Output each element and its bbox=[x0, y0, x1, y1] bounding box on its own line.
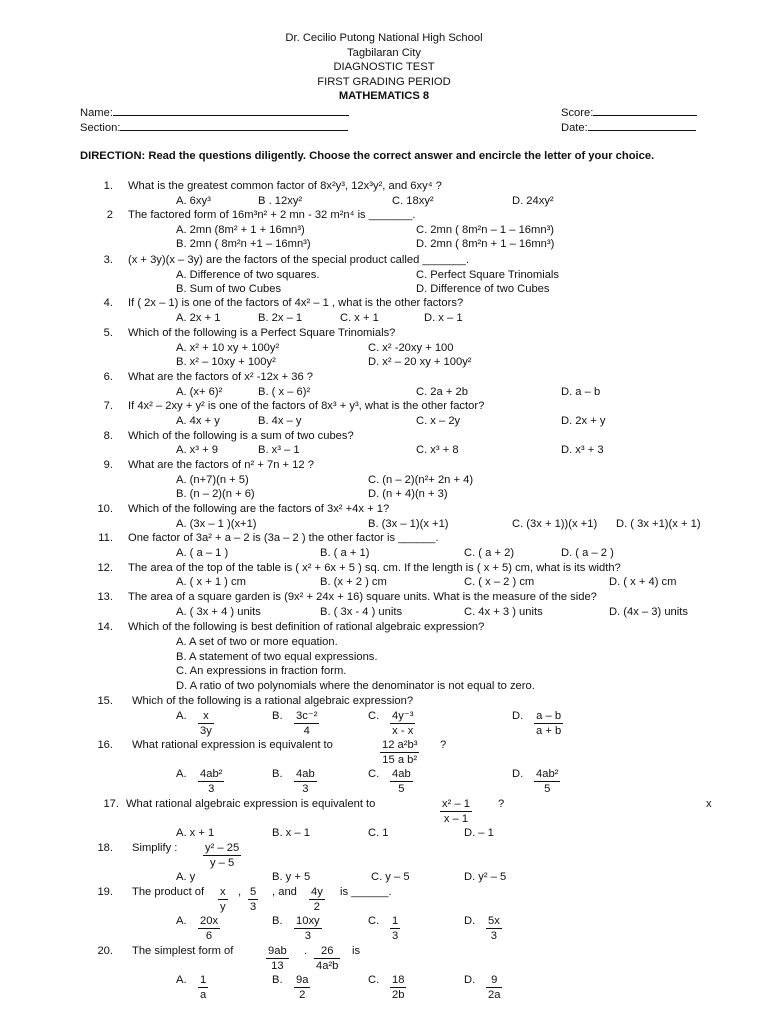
answer-choice[interactable]: A. 2x + 1 bbox=[176, 312, 221, 324]
answer-choice[interactable]: B. 4x – y bbox=[258, 415, 302, 427]
answer-choice[interactable]: D. a – b bbox=[561, 386, 601, 398]
question-stem: What are the factors of x² -12x + 36 ? bbox=[128, 371, 313, 383]
date-blank[interactable] bbox=[588, 120, 696, 131]
question-number: 12. bbox=[97, 562, 113, 574]
question-stem: The area of the top of the table is ( x² + 6x + 5 ) sq. cm. If the length is ( x + 5) cm, what is its width? bbox=[128, 562, 621, 574]
denominator: y – 5 bbox=[209, 857, 235, 870]
question-mark: ? bbox=[498, 798, 505, 810]
numerator: a – b bbox=[534, 709, 563, 724]
answer-choice[interactable]: A. (n+7)(n + 5) bbox=[176, 474, 249, 486]
answer-choice[interactable]: A. (x+ 6)² bbox=[176, 386, 223, 398]
answer-letter[interactable]: C. bbox=[368, 768, 380, 780]
denominator: x - x bbox=[392, 725, 414, 738]
answer-choice[interactable]: C. 4x + 3 ) units bbox=[464, 606, 543, 618]
answer-letter[interactable]: A. bbox=[176, 710, 187, 722]
answer-choice[interactable]: A. ( a – 1 ) bbox=[176, 547, 229, 559]
question-number: 20. bbox=[97, 945, 113, 957]
answer-letter[interactable]: D. bbox=[464, 915, 476, 927]
question-stem: The simplest form of bbox=[132, 945, 234, 957]
denominator: 13 bbox=[271, 960, 284, 973]
answer-choice[interactable]: D. – 1 bbox=[464, 827, 494, 839]
numerator: 1 bbox=[390, 914, 400, 929]
answer-choice[interactable]: B. (3x – 1)(x +1) bbox=[368, 518, 449, 530]
numerator: 4y bbox=[309, 885, 325, 900]
answer-choice[interactable]: C. 2mn ( 8m²n – 1 – 16mn³) bbox=[416, 224, 555, 236]
answer-choice[interactable]: D. ( x + 4) cm bbox=[609, 576, 677, 588]
question-fraction bbox=[203, 841, 241, 871]
document-header bbox=[0, 31, 768, 104]
answer-choice[interactable]: B. (x + 2 ) cm bbox=[320, 576, 387, 588]
question-number: 10. bbox=[97, 503, 113, 515]
answer-letter[interactable]: A. bbox=[176, 974, 187, 986]
question-number: 6. bbox=[103, 371, 113, 383]
answer-choice[interactable]: C. Perfect Square Trinomials bbox=[416, 269, 560, 281]
section-field bbox=[80, 120, 348, 135]
answer-letter[interactable]: D. bbox=[464, 974, 476, 986]
question-number: 13. bbox=[97, 591, 113, 603]
answer-choice[interactable]: A. y bbox=[176, 871, 196, 883]
answer-letter[interactable]: C. bbox=[368, 915, 380, 927]
answer-letter[interactable]: B. bbox=[272, 915, 283, 927]
answer-choice[interactable]: C. x + 1 bbox=[340, 312, 379, 324]
question-number: 2 bbox=[106, 209, 113, 221]
question-fraction bbox=[380, 738, 419, 768]
answer-choice[interactable]: D. ( 3x +1)(x + 1) bbox=[616, 518, 701, 530]
answer-choice[interactable]: C. 2a + 2b bbox=[416, 386, 468, 398]
separator: , bbox=[238, 886, 242, 898]
answer-letter[interactable]: B. bbox=[272, 974, 283, 986]
answer-choice[interactable]: A. 2mn (8m² + 1 + 16mn³) bbox=[176, 224, 305, 236]
answer-letter[interactable]: D. bbox=[512, 768, 524, 780]
question-stem-tail: is ______. bbox=[340, 886, 392, 898]
answer-choice[interactable]: B. ( x – 6)² bbox=[258, 386, 311, 398]
answer-choice[interactable]: D. Difference of two Cubes bbox=[416, 283, 550, 295]
answer-choice[interactable]: B. x² – 10xy + 100y² bbox=[176, 356, 276, 368]
answer-choice[interactable]: B. x – 1 bbox=[272, 827, 310, 839]
question-stem: (x + 3y)(x – 3y) are the factors of the special product called _______. bbox=[128, 254, 470, 266]
answer-choice[interactable]: A. 4x + y bbox=[176, 415, 220, 427]
numerator: y² – 25 bbox=[203, 841, 241, 856]
name-blank[interactable] bbox=[113, 105, 349, 116]
question-number: 18. bbox=[97, 842, 113, 854]
numerator: x bbox=[218, 885, 228, 900]
numerator: 4ab² bbox=[198, 767, 224, 782]
answer-choice[interactable]: C. x³ + 8 bbox=[416, 444, 459, 456]
test-title: DIAGNOSTIC TEST bbox=[333, 61, 435, 74]
question-fraction bbox=[314, 944, 340, 974]
answer-choice[interactable]: C. (3x + 1))(x +1) bbox=[512, 518, 598, 530]
answer-fraction bbox=[486, 973, 502, 1003]
answer-choice[interactable]: B. 2mn ( 8m²n +1 – 16mn³) bbox=[176, 238, 311, 250]
answer-choice[interactable]: B. 2x – 1 bbox=[258, 312, 303, 324]
section-blank[interactable] bbox=[120, 120, 348, 131]
denominator: y bbox=[220, 901, 226, 914]
score-field bbox=[561, 105, 697, 120]
denominator: 6 bbox=[205, 930, 213, 943]
question-stem: The area of a square garden is (9x² + 24x + 16) square units. What is the measure of the side? bbox=[128, 591, 597, 603]
directions-text: DIRECTION: Read the questions diligently. Choose the correct answer and encircle the letter of your choice. bbox=[80, 150, 655, 162]
answer-choice[interactable]: D. 2mn ( 8m²n + 1 – 16mn³) bbox=[416, 238, 555, 250]
denominator: 3 bbox=[208, 783, 215, 796]
numerator: 10xy bbox=[294, 914, 322, 929]
denominator: 2 bbox=[313, 901, 321, 914]
question-stem: What rational expression is equivalent to bbox=[132, 739, 333, 751]
question-stem: What rational algebraic expression is equivalent to bbox=[126, 798, 376, 810]
score-blank[interactable] bbox=[593, 105, 697, 116]
answer-choice[interactable]: D. A ratio of two polynomials where the denominator is not equal to zero. bbox=[176, 680, 535, 692]
question-stem: Which of the following is a sum of two cubes? bbox=[128, 430, 354, 442]
question-number: 1. bbox=[103, 180, 113, 192]
answer-fraction bbox=[198, 767, 224, 797]
answer-choice[interactable]: D. 24xy² bbox=[512, 195, 554, 207]
score-label: Score: bbox=[561, 107, 594, 119]
answer-choice[interactable]: B. ( 3x - 4 ) units bbox=[320, 606, 403, 618]
numerator: 9ab bbox=[266, 944, 289, 959]
denominator: 3 bbox=[490, 930, 498, 943]
answer-choice[interactable]: A. Difference of two squares. bbox=[176, 269, 320, 281]
question-stem: Simplify : bbox=[132, 842, 178, 854]
grading-period: FIRST GRADING PERIOD bbox=[317, 75, 451, 88]
numerator: 26 bbox=[314, 944, 340, 959]
numerator: 5 bbox=[248, 885, 258, 900]
question-number: 8. bbox=[103, 430, 113, 442]
subject-title: MATHEMATICS 8 bbox=[338, 90, 430, 103]
denominator: 2b bbox=[392, 989, 405, 1002]
answer-choice[interactable]: B. Sum of two Cubes bbox=[176, 283, 282, 295]
question-number: 7. bbox=[103, 400, 113, 412]
answer-fraction bbox=[534, 709, 563, 739]
answer-letter[interactable]: A. bbox=[176, 915, 187, 927]
numerator: 18 bbox=[390, 973, 406, 988]
numerator: 9a bbox=[294, 973, 310, 988]
answer-fraction bbox=[390, 709, 415, 739]
denominator: x – 1 bbox=[443, 813, 469, 826]
answer-letter[interactable]: C. bbox=[368, 710, 380, 722]
answer-choice[interactable]: D. ( a – 2 ) bbox=[561, 547, 614, 559]
denominator: 3 bbox=[392, 930, 399, 943]
numerator: x bbox=[198, 709, 214, 724]
date-label: Date: bbox=[561, 122, 588, 134]
question-number: 9. bbox=[103, 459, 113, 471]
answer-choice[interactable]: C. x – 2y bbox=[416, 415, 461, 427]
answer-fraction bbox=[198, 914, 220, 944]
answer-choice[interactable]: C. ( x – 2 ) cm bbox=[464, 576, 535, 588]
answer-fraction bbox=[198, 709, 214, 739]
question-number: 16. bbox=[97, 739, 113, 751]
denominator: a + b bbox=[536, 725, 562, 738]
answer-choice[interactable]: B. x³ – 1 bbox=[258, 444, 300, 456]
numerator: 5x bbox=[486, 914, 502, 929]
numerator: 4ab bbox=[294, 767, 317, 782]
date-field bbox=[561, 120, 696, 135]
denominator: 3 bbox=[304, 930, 311, 943]
answer-choice[interactable]: D. (4x – 3) units bbox=[609, 606, 688, 618]
answer-fraction bbox=[294, 767, 317, 797]
denominator: a bbox=[200, 989, 207, 1002]
question-number: 3. bbox=[103, 254, 113, 266]
answer-choice[interactable]: D. (n + 4)(n + 3) bbox=[368, 488, 448, 500]
denominator: 2a bbox=[488, 989, 501, 1002]
answer-choice[interactable]: D. x – 1 bbox=[424, 312, 463, 324]
denominator: 2 bbox=[299, 989, 306, 1002]
answer-choice[interactable]: A. (3x – 1 )(x+1) bbox=[176, 518, 257, 530]
answer-fraction bbox=[390, 914, 400, 944]
question-stem: Which of the following is a rational algebraic expression? bbox=[132, 695, 414, 707]
question-number: 11. bbox=[98, 532, 113, 544]
question-number: 14. bbox=[97, 621, 113, 633]
answer-fraction bbox=[534, 767, 560, 797]
numerator: 9 bbox=[486, 973, 502, 988]
answer-letter[interactable]: D. bbox=[512, 710, 524, 722]
answer-choice[interactable]: B . 12xy² bbox=[258, 195, 303, 207]
answer-fraction bbox=[294, 914, 322, 944]
school-name: Dr. Cecilio Putong National High School bbox=[285, 32, 483, 44]
answer-choice[interactable]: C. x² -20xy + 100 bbox=[368, 342, 454, 354]
denominator: 15 a b² bbox=[382, 754, 418, 767]
section-label: Section: bbox=[80, 122, 121, 134]
answer-choice[interactable]: B. y + 5 bbox=[272, 871, 311, 883]
question-stem-tail: is bbox=[352, 945, 361, 957]
answer-choice[interactable]: D. x² – 20 xy + 100y² bbox=[368, 356, 472, 368]
numerator: 20x bbox=[198, 914, 220, 929]
numerator: 4ab² bbox=[534, 767, 560, 782]
numerator: x² – 1 bbox=[440, 797, 472, 812]
numerator: 4ab bbox=[390, 767, 413, 782]
question-stem: The factored form of 16m³n² + 2 mn - 32 m²n⁴ is _______. bbox=[128, 209, 416, 221]
question-fraction bbox=[309, 885, 325, 915]
answer-choice[interactable]: C. (n – 2)(n²+ 2n + 4) bbox=[368, 474, 474, 486]
answer-choice[interactable]: D. 2x + y bbox=[561, 415, 606, 427]
answer-choice[interactable]: B. ( a + 1) bbox=[320, 547, 370, 559]
denominator: 4 bbox=[303, 725, 310, 738]
numerator: 3c⁻² bbox=[294, 709, 319, 724]
answer-fraction bbox=[198, 973, 208, 1003]
answer-fraction bbox=[294, 973, 310, 1003]
question-fraction bbox=[266, 944, 289, 974]
denominator: 3 bbox=[250, 901, 257, 914]
name-label: Name: bbox=[80, 107, 113, 119]
city-name: Tagbilaran City bbox=[347, 46, 421, 59]
name-field bbox=[80, 105, 349, 120]
answer-choice[interactable]: B. (n – 2)(n + 6) bbox=[176, 488, 255, 500]
question-stem: What is the greatest common factor of 8x²y³, 12x³y², and 6xy⁴ ? bbox=[128, 180, 442, 192]
answer-choice[interactable]: A. x³ + 9 bbox=[176, 444, 218, 456]
question-stem: If 4x² – 2xy + y² is one of the factors of 8x³ + y³, what is the other factor? bbox=[128, 400, 485, 412]
answer-choice[interactable]: C. An expressions in fraction form. bbox=[176, 665, 347, 677]
question-fraction bbox=[248, 885, 258, 915]
numerator: 4y⁻³ bbox=[390, 709, 415, 724]
question-number: 4. bbox=[103, 297, 113, 309]
answer-choice[interactable]: A. ( x + 1 ) cm bbox=[176, 576, 246, 588]
answer-choice[interactable]: D. y² – 5 bbox=[464, 871, 507, 883]
answer-fraction bbox=[390, 767, 413, 797]
numerator: 12 a²b³ bbox=[380, 738, 419, 753]
answer-choice[interactable]: A. ( 3x + 4 ) units bbox=[176, 606, 261, 618]
answer-letter[interactable]: B. bbox=[272, 710, 283, 722]
answer-choice[interactable]: C. 1 bbox=[368, 827, 389, 839]
question-number: 15. bbox=[97, 695, 113, 707]
answer-fraction bbox=[390, 973, 406, 1003]
denominator: 3y bbox=[200, 725, 212, 738]
question-number: 17. bbox=[103, 798, 119, 810]
answer-fraction bbox=[486, 914, 502, 944]
question-stem: Which of the following is best definition of rational algebraic expression? bbox=[128, 621, 485, 633]
question-stem: Which of the following is a Perfect Square Trinomials? bbox=[128, 327, 396, 339]
question-stem: The product of bbox=[132, 886, 205, 898]
denominator: 4a²b bbox=[316, 960, 339, 973]
question-stem: What are the factors of n² + 7n + 12 ? bbox=[128, 459, 314, 471]
answer-choice[interactable]: A. 6xy³ bbox=[176, 195, 211, 207]
question-fraction bbox=[440, 797, 472, 827]
question-mark: ? bbox=[440, 739, 447, 751]
denominator: 5 bbox=[544, 783, 551, 796]
answer-choice[interactable]: C. ( a + 2) bbox=[464, 547, 515, 559]
answer-choice[interactable]: B. A statement of two equal expressions. bbox=[176, 651, 378, 663]
separator: . bbox=[304, 945, 308, 957]
answer-choice[interactable]: D. x³ + 3 bbox=[561, 444, 604, 456]
answer-letter[interactable]: A. bbox=[176, 768, 187, 780]
question-number: 19. bbox=[97, 886, 113, 898]
denominator: 5 bbox=[398, 783, 405, 796]
answer-choice[interactable]: C. 18xy² bbox=[392, 195, 434, 207]
question-fraction bbox=[218, 885, 228, 915]
stray-mark: x bbox=[706, 798, 712, 810]
question-stem: If ( 2x – 1) is one of the factors of 4x² – 1 , what is the other factors? bbox=[128, 297, 464, 309]
answer-choice[interactable]: C. y – 5 bbox=[371, 871, 410, 883]
answer-letter[interactable]: B. bbox=[272, 768, 283, 780]
question-stem: One factor of 3a² + a – 2 is (3a – 2 ) the other factor is ______. bbox=[128, 532, 439, 544]
answer-letter[interactable]: C. bbox=[368, 974, 380, 986]
denominator: 3 bbox=[302, 783, 309, 796]
question-stem: Which of the following are the factors of 3x² +4x + 1? bbox=[128, 503, 390, 515]
answer-fraction bbox=[294, 709, 319, 739]
numerator: 1 bbox=[198, 973, 208, 988]
question-number: 5. bbox=[103, 327, 113, 339]
separator: , and bbox=[272, 886, 297, 898]
answer-choice[interactable]: A. A set of two or more equation. bbox=[176, 636, 338, 648]
answer-choice[interactable]: A. x + 1 bbox=[176, 827, 215, 839]
answer-choice[interactable]: A. x² + 10 xy + 100y² bbox=[176, 342, 280, 354]
